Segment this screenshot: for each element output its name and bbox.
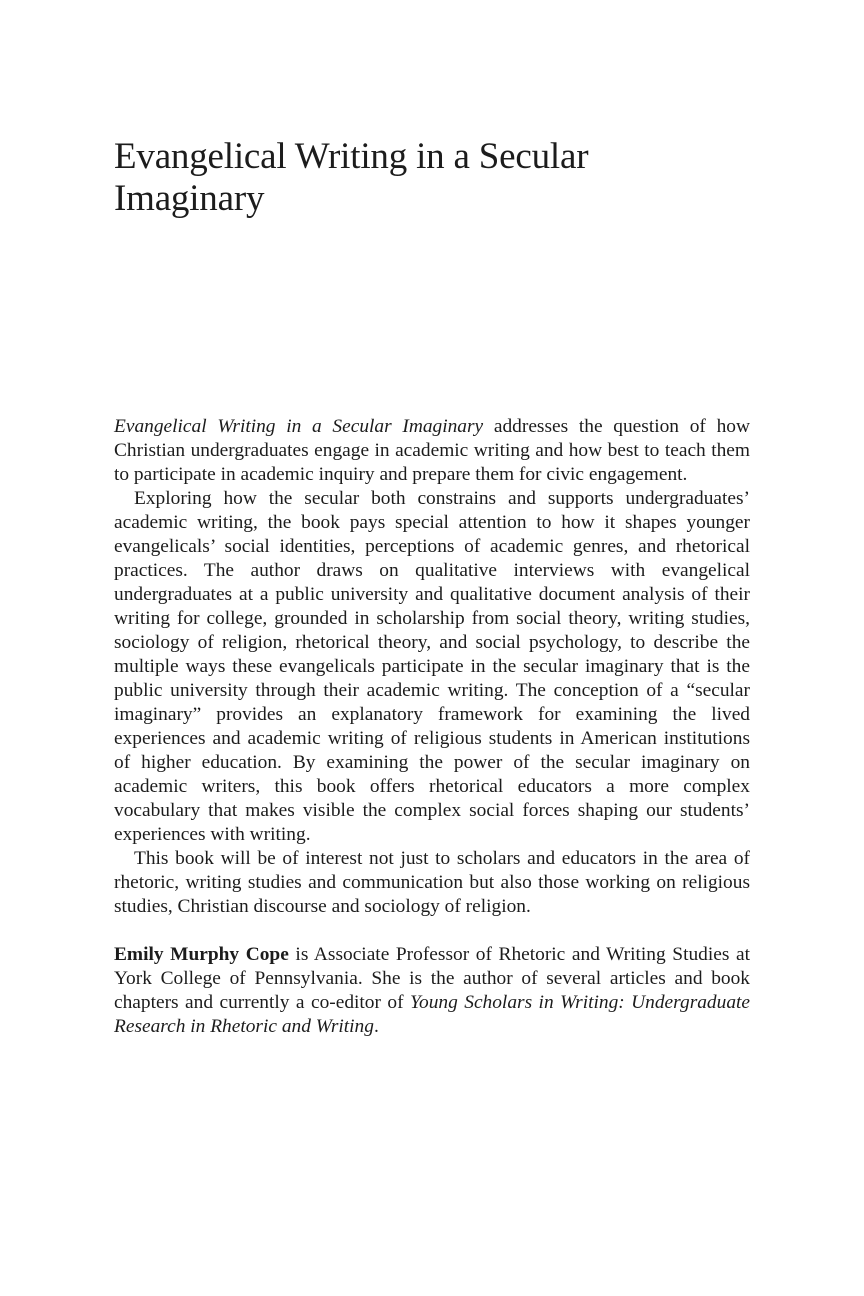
description-paragraph-2: Exploring how the secular both constrains and supports undergraduates’ academic writing, the book pays special attention to how it shapes younger evangelicals’ social identities, perceptions of academic genres, and rhetorical practices. The author draws on qualitative interviews with evangelical undergraduates at a public university and qualitative document analysis of their writing for college, grounded in scholarship from social theory, writing studies, sociology of religion, rhetorical theory, and social psychology, to describe the multiple ways these evangelicals participate in the secular imaginary that is the public university through their academic writing. The conception of a “secular imaginary” provides an explanatory framework for examining the lived experiences and academic writing of religious students in American institutions of higher education. By examining the power of the secular imaginary on academic writers, this book offers rhetorical educators a more complex vocabulary that makes visible the complex social forces shaping our students’ experiences with writing. <box>114 488 750 845</box>
page-title <box>114 136 734 220</box>
description-paragraph-1 <box>114 415 750 487</box>
book-title-italic: Evangelical Writing in a Secular Imaginary <box>114 416 484 437</box>
title-line-2: Imaginary <box>114 178 265 219</box>
paragraph-1-text: addresses the question of how Christian undergraduates engage in academic writing and how best to teach them to participate in academic inquiry and prepare them for civic engagement. <box>114 416 750 485</box>
author-bio <box>114 943 750 1039</box>
author-bio-text: is Associate Professor of Rhetoric and Writing Studies at York College of Pennsylvania. She is the author of several articles and book chapters and currently a co-editor of <box>114 944 751 1013</box>
title-line-1: Evangelical Writing in a Secular <box>114 136 589 177</box>
book-description <box>114 415 750 1039</box>
journal-title-italic: Young Scholars in Writing: Undergraduate Research in Rhetoric and Writing <box>114 992 751 1037</box>
author-name: Emily Murphy Cope <box>114 944 289 965</box>
description-paragraph-3: This book will be of interest not just to scholars and educators in the area of rhetoric, writing studies and communication but also those working on religious studies, Christian discourse and sociology of religion. <box>114 848 750 917</box>
author-bio-end: . <box>373 1016 379 1037</box>
